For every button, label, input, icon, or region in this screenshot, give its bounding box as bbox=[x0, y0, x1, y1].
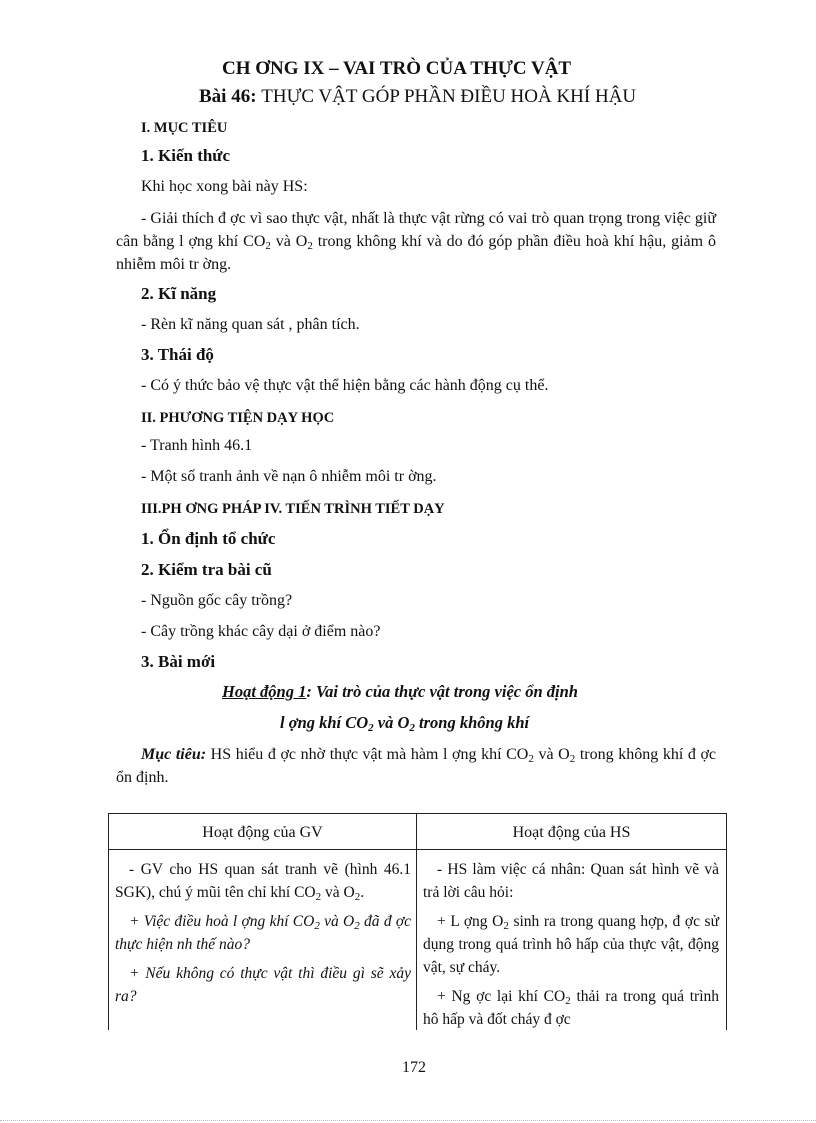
student-column bbox=[423, 858, 719, 1030]
student-step: - HS làm việc cá nhân: Quan sát hình vẽ và trả lời câu hỏi: bbox=[423, 861, 719, 901]
teacher-question: + Việc điều hoà l ợng khí $CO_2$ và $O_2$ đã đ ợc thực hiện nh thế nào? bbox=[115, 913, 412, 953]
review-question: - Cây trồng khác cây dại ở điểm nào? bbox=[141, 623, 381, 640]
header-student: Hoạt động của HS bbox=[512, 824, 631, 841]
footer-rule bbox=[0, 1120, 816, 1121]
lesson-heading bbox=[199, 86, 636, 108]
activity-table bbox=[108, 813, 727, 1030]
chapter-title: CH ƠNG IX – VAI TRÒ CỦA THỰC VẬT bbox=[222, 58, 572, 79]
objective-label: Mục tiêu: bbox=[141, 746, 207, 763]
attitude-heading: 3. Thái độ bbox=[141, 345, 214, 364]
skills-heading: 2. Kĩ năng bbox=[141, 284, 217, 303]
student-answer: + L ợng $O_2$ sinh ra trong quang hợp, đ ợc sử dụng trong quá trình hô hấp của thực vật, động vật, sự cháy. bbox=[423, 913, 719, 976]
lesson-title: THỰC VẬT GÓP PHẦN ĐIỀU HOÀ KHÍ HẬU bbox=[261, 86, 637, 107]
objective-paragraph: Mục tiêu: HS hiểu đ ợc nhờ thực vật mà hàm l ợng khí $CO_2$ và $O_2$ trong không khí đ ợc ổn định. bbox=[116, 746, 717, 786]
knowledge-intro: Khi học xong bài này HS: bbox=[141, 178, 308, 195]
section-objectives: I. MỤC TIÊU bbox=[141, 120, 228, 136]
section-materials: II. PHƯƠNG TIỆN DẠY HỌC bbox=[141, 410, 335, 426]
activity-label: Hoạt động 1 bbox=[222, 682, 307, 701]
teacher-step: - GV cho HS quan sát tranh vẽ (hình 46.1 SGK), chú ý mũi tên chỉ khí $CO_2$ và $O_2$. bbox=[115, 861, 411, 903]
material-item: - Tranh hình 46.1 bbox=[141, 437, 253, 454]
review-question: - Nguồn gốc cây trồng? bbox=[141, 592, 293, 609]
step-new-lesson: 3. Bài mới bbox=[141, 652, 216, 671]
teacher-question: + Nếu không có thực vật thì điều gì sẽ xảy ra? bbox=[115, 965, 411, 1005]
step-review: 2. Kiểm tra bài cũ bbox=[141, 560, 272, 579]
header-teacher: Hoạt động của GV bbox=[202, 824, 323, 841]
activity-title-line2: l ợng khí $CO_2$ và $O_2$ trong không khí bbox=[280, 713, 530, 734]
section-methods: III.PH ƠNG PHÁP IV. TIẾN TRÌNH TIẾT DẠY bbox=[141, 501, 445, 517]
step-organize: 1. Ổn định tổ chức bbox=[141, 529, 276, 548]
page-number: 172 bbox=[402, 1059, 426, 1076]
knowledge-heading: 1. Kiến thức bbox=[141, 146, 231, 165]
attitude-text: - Có ý thức bảo vệ thực vật thể hiện bằng các hành động cụ thể. bbox=[141, 377, 549, 394]
skills-text: - Rèn kĩ năng quan sát , phân tích. bbox=[141, 316, 360, 333]
material-item: - Một số tranh ảnh về nạn ô nhiễm môi tr ờng. bbox=[141, 468, 437, 485]
teacher-column bbox=[115, 858, 411, 1014]
student-answer: + Ng ợc lại khí $CO_2$ thải ra trong quá trình hô hấp và đốt cháy đ ợc bbox=[423, 988, 719, 1028]
activity-title-line1: Hoạt động 1: Vai trò của thực vật trong việc ổn định bbox=[222, 682, 578, 701]
knowledge-paragraph: - Giải thích đ ợc vì sao thực vật, nhất là thực vật rừng có vai trò quan trọng trong việc giữ cân bằng l ợng khí $CO_2$ và $O_2$ trong không khí và do đó góp phần điều hoà khí hậu, giảm ô nhiễm môi tr ờng. bbox=[116, 210, 717, 273]
table-divider bbox=[416, 814, 417, 1030]
lesson-label: Bài 46: bbox=[199, 86, 257, 107]
table-header-rule bbox=[109, 849, 726, 850]
